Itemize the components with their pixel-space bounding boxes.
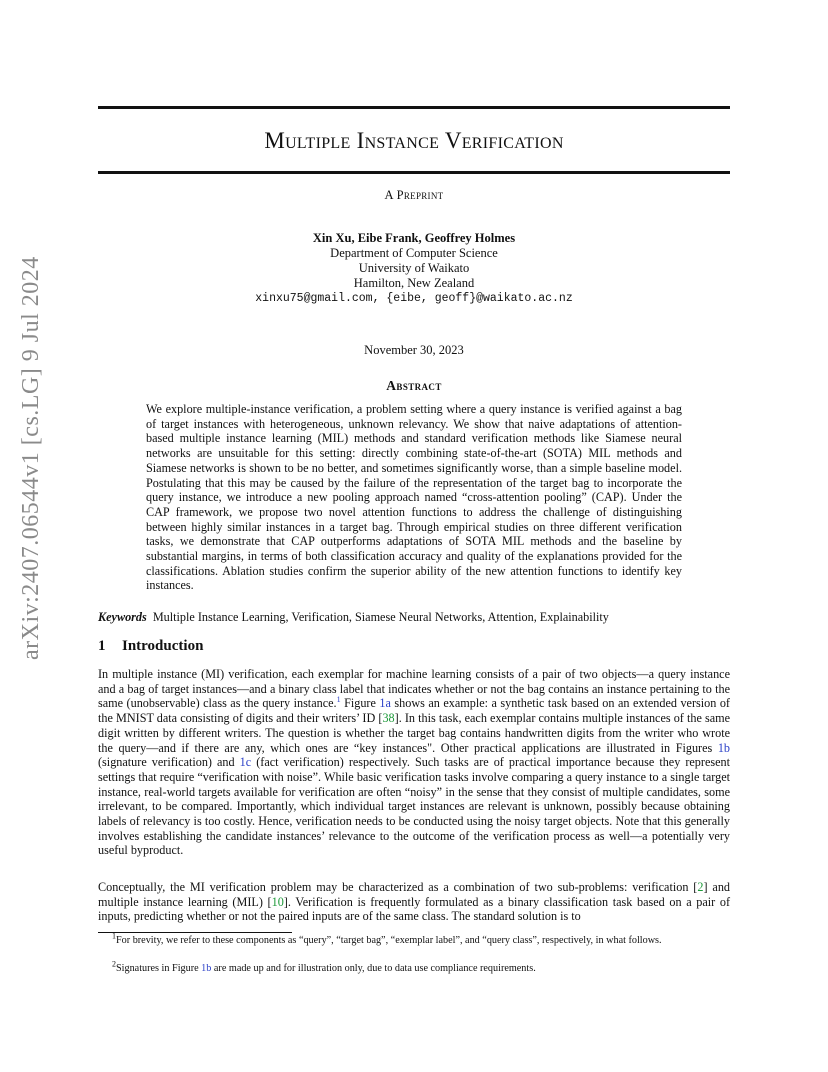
figure-link-1b[interactable]: 1b [717, 740, 730, 755]
footnote-1-text: For brevity, we refer to these components as “query”, “target bag”, “exemplar label”, and “query class”, respectively, in what follows. [116, 935, 662, 946]
section-heading-introduction [98, 638, 203, 655]
footnote-rule [98, 932, 292, 933]
text-run: Conceptually, the MI verification problem may be characterized as a combination of two sub-problems: verification [ [98, 880, 698, 894]
author-department: Department of Computer Science [330, 246, 498, 260]
preprint-label: A Preprint [384, 188, 444, 202]
keywords-line [98, 610, 730, 625]
citation-link-10[interactable]: 10 [271, 894, 284, 909]
section-title: Introduction [122, 638, 204, 654]
author-block [98, 231, 730, 306]
title-bottom-rule [98, 171, 730, 174]
intro-paragraph-1 [98, 667, 730, 858]
footnote-1 [98, 931, 730, 948]
figure-link-1a[interactable]: 1a [379, 696, 391, 711]
keywords-text: Multiple Instance Learning, Verification, Siamese Neural Networks, Attention, Explainability [152, 610, 609, 624]
text-run: ]. In this task, each exemplar contains multiple instances of the same digit written by different writers. The question is whether the target bag contains handwritten digits from the writer who wrote the query—and if there are any, which ones are “key instances". Other practical applications are illustrated in Figures [98, 711, 730, 755]
figure-link-1c[interactable]: 1c [239, 755, 252, 770]
text-run: shows an example: a synthetic task based on an extended version of the MNIST data consisting of digits and their writers’ ID [ [98, 696, 730, 726]
footnote-link-1[interactable]: 1 [336, 695, 341, 705]
text-run: In multiple instance (MI) verification, each exemplar for machine learning consists of a pair of two objects—a query instance and a bag of target instances—and a binary class label that indicates whether or not the bag contains an instance pertaining to the same (unobservable) class as the query instance. [98, 667, 730, 711]
section-number: 1 [98, 638, 106, 654]
intro-paragraph-2 [98, 880, 730, 924]
citation-link-2[interactable]: 2 [697, 880, 704, 894]
footnote-mark-1: 1 [112, 931, 116, 941]
author-location: Hamilton, New Zealand [353, 276, 475, 290]
footnote-mark-2: 2 [112, 959, 116, 969]
author-names: Xin Xu, Eibe Frank, Geoffrey Holmes [312, 231, 516, 245]
keywords-label: Keywords [98, 610, 147, 624]
text-run: Signatures in Figure [116, 963, 202, 974]
abstract-text: We explore multiple-instance verification, a problem setting where a query instance is verified against a bag of target instances with heterogeneous, unknown relevancy. We show that naive adaptations of attention-based multiple instance learning (MIL) methods and standard verification methods like Siamese neural networks are unsuitable for this setting: directly combining state-of-the-art (SOTA) MIL methods and Siamese networks is shown to be no better, and sometimes significantly worse, than a simple baseline model. Postulating that this may be caused by the failure of the representation of the target bag to incorporate the query instance, we introduce a new pooling approach named “cross-attention pooling” (CAP). Under the CAP framework, we propose two novel attention functions to address the challenge of distinguishing between highly similar instances in a target bag. Through empirical studies on three different verification tasks, we demonstrate that CAP outperforms adaptations of SOTA MIL methods and the baseline by substantial margins, in terms of both classification accuracy and quality of the explanations provided for the classifications. Ablation studies confirm the superior ability of the new attention functions to identify key instances. [146, 402, 682, 593]
text-run: ]. Verification is frequently formulated as a binary classification task based on a pair of inputs, predicting whether or not the paired inputs are of the same class. The standard solution is to [98, 894, 731, 924]
text-run: (fact verification) respectively. Such tasks are of practical importance because they represent settings that require “verification with noise”. While basic verification tasks involve comparing a query instance to a single target instance, real-world targets available for verification are often “noisy” in the sense that they consist of multiple candidates, some irrelevant, to be compared. Importantly, which individual target instances are relevant is unknown, possibly because obtaining labels of relevancy is too costly. Hence, verification needs to be conducted using the noisy target objects. Note that this generally involves establishing the candidate instances’ relevance to the outcome of the verification process as well—a potentially very useful byproduct. [98, 755, 730, 858]
footnote-2 [98, 959, 730, 976]
author-university: University of Waikato [358, 261, 470, 275]
text-run: ] and multiple instance learning (MIL) [ [98, 880, 731, 909]
text-run: (signature verification) and [98, 755, 240, 770]
text-run: Figure [340, 696, 380, 711]
abstract-heading: Abstract [386, 378, 442, 393]
title-top-rule [98, 106, 730, 109]
author-emails: xinxu75@gmail.com, {eibe, geoff}@waikato.ac.nz [255, 292, 573, 305]
paper-title: Multiple Instance Verification [264, 128, 564, 153]
arxiv-identifier: arXiv:2407.06544v1 [cs.LG] 9 Jul 2024 [18, 256, 44, 660]
citation-link-38[interactable]: 38 [382, 711, 395, 726]
paper-date: November 30, 2023 [364, 343, 464, 357]
footnote-figure-link-1b[interactable]: 1b [201, 963, 212, 974]
text-run: are made up and for illustration only, due to data use compliance requirements. [211, 963, 536, 974]
